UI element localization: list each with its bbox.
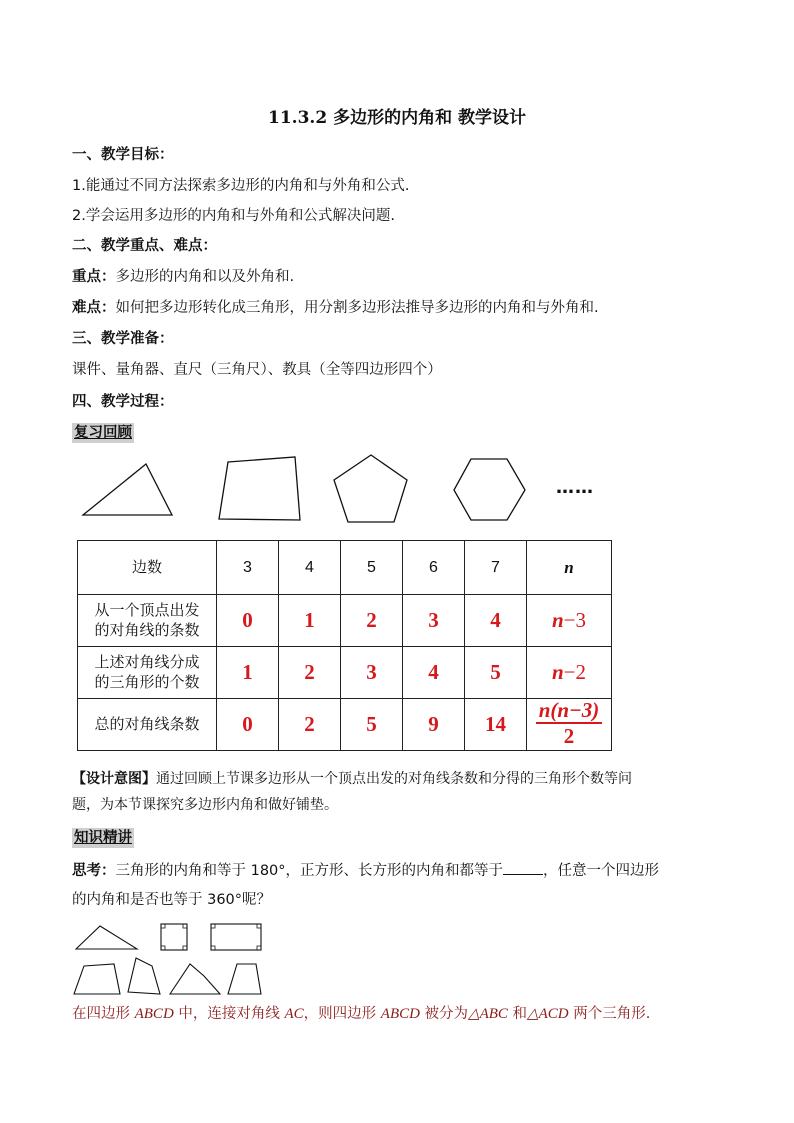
- table-cell: 2: [279, 699, 341, 751]
- think-text-2: ，任意一个四边形: [543, 863, 660, 879]
- goal-1: 1.能通过不同方法探索多边形的内角和与外角和公式.: [72, 178, 410, 194]
- note-text: ，则四边形: [303, 1006, 381, 1022]
- formula-cell: [527, 595, 612, 647]
- table-cell: 5: [465, 647, 527, 699]
- table-cell: 5: [341, 699, 403, 751]
- header-cell: 7: [465, 541, 527, 595]
- key-heading: 二、教学重点、难点：: [72, 238, 217, 254]
- row-label-line1: 从一个顶点出发: [94, 601, 200, 619]
- note-text: 两个三角形.: [568, 1006, 651, 1022]
- goals-heading: 一、教学目标：: [72, 147, 174, 163]
- table-cell: 4: [465, 595, 527, 647]
- table-cell: 1: [217, 647, 279, 699]
- table-row: [78, 595, 612, 647]
- note-variable: △ABC: [468, 1006, 508, 1022]
- process-heading: 四、教学过程：: [72, 394, 174, 410]
- table-cell: 14: [465, 699, 527, 751]
- row-label-line2: 的对角线的条数: [94, 621, 200, 639]
- think-label: 思考：: [72, 863, 116, 879]
- note-text: 中，连接对角线: [173, 1006, 285, 1022]
- header-cell: 5: [341, 541, 403, 595]
- difficulty-label: 难点：: [72, 300, 116, 316]
- knowledge-tag: 知识精讲: [74, 830, 132, 846]
- row-label-line1: 上述对角线分成: [94, 653, 200, 671]
- table-row: [78, 647, 612, 699]
- formula-cell: [527, 647, 612, 699]
- think-line-2: 的内角和是否也等于 360°呢？: [72, 892, 272, 908]
- answer-blank: [503, 860, 543, 875]
- quadrilateral-examples: [70, 918, 300, 1002]
- difficulty-point: [72, 298, 599, 318]
- diagonal-table: [77, 540, 612, 751]
- fraction: [536, 700, 603, 747]
- formula-rest: −2: [563, 660, 587, 684]
- trapezoid-figure: [228, 964, 261, 994]
- header-cell: 6: [403, 541, 465, 595]
- irregular-quadrilateral-1: [74, 964, 120, 994]
- note-variable: △ACD: [527, 1006, 569, 1022]
- table-cell: 9: [403, 699, 465, 751]
- table-cell: 3: [341, 647, 403, 699]
- goal-2: 2.学会运用多边形的内角和与外角和公式解决问题.: [72, 208, 395, 224]
- row-label: [78, 699, 217, 751]
- hexagon-figure: [454, 459, 525, 520]
- table-cell: 0: [217, 595, 279, 647]
- formula-variable: n: [551, 608, 564, 632]
- pentagon-figure: [334, 455, 407, 522]
- table-cell: 3: [403, 595, 465, 647]
- prep-text: 课件、量角器、直尺（三角尺）、教具（全等四边形四个）: [72, 362, 442, 378]
- quadrilateral-division-note: [72, 1004, 650, 1024]
- think-line-1: [72, 860, 659, 881]
- table-cell: 2: [279, 647, 341, 699]
- think-text-1: 三角形的内角和等于 180°，正方形、长方形的内角和都等于: [115, 863, 504, 879]
- table-cell: 4: [403, 647, 465, 699]
- quadrilateral-figures: [70, 918, 300, 998]
- key-point: [72, 267, 294, 287]
- header-label: 边数: [78, 541, 217, 595]
- note-variable: ABCD: [134, 1006, 174, 1022]
- formula-variable: n: [551, 660, 564, 684]
- table-row: [78, 699, 612, 751]
- note-variable: AC: [284, 1006, 304, 1022]
- design-intent-text-1: 通过回顾上节课多边形从一个顶点出发的对角线条数和分得的三角形个数等问: [156, 771, 632, 787]
- row-label: [78, 647, 217, 699]
- ellipsis: ……: [556, 477, 594, 498]
- note-text: 在四边形: [72, 1006, 135, 1022]
- review-tag: 复习回顾: [74, 425, 132, 441]
- note-text: 被分为: [419, 1006, 469, 1022]
- formula-rest: −3: [563, 608, 587, 632]
- polygon-row: [70, 450, 630, 530]
- difficulty-text: 如何把多边形转化成三角形，用分割多边形法推导多边形的内角和与外角和.: [115, 300, 599, 316]
- key-label: 重点：: [72, 269, 116, 285]
- design-intent-label: 【设计意图】: [72, 771, 156, 787]
- note-text: 和: [507, 1006, 528, 1022]
- formula-cell: [527, 699, 612, 751]
- design-intent: [72, 766, 722, 818]
- table-cell: 0: [217, 699, 279, 751]
- header-cell-n: n: [527, 541, 612, 595]
- quadrilateral-figure: [219, 457, 300, 520]
- row-label: [78, 595, 217, 647]
- small-rectangle-figure: [211, 924, 261, 950]
- table-header-row: [78, 541, 612, 595]
- note-variable: ABCD: [380, 1006, 420, 1022]
- table-cell: 2: [341, 595, 403, 647]
- prep-heading: 三、教学准备：: [72, 331, 174, 347]
- small-triangle-figure: [76, 926, 137, 949]
- design-intent-text-2: 题，为本节课探究多边形内角和做好铺垫。: [72, 797, 338, 813]
- irregular-quadrilateral-3: [170, 964, 220, 994]
- key-text: 多边形的内角和以及外角和.: [115, 269, 295, 285]
- header-cell: 3: [217, 541, 279, 595]
- row-label-line2: 的三角形的个数: [94, 673, 200, 691]
- fraction-numerator: n(n−3): [536, 700, 603, 724]
- polygon-figures: [70, 450, 630, 530]
- irregular-quadrilateral-2: [128, 958, 160, 994]
- fraction-denominator: 2: [563, 724, 575, 748]
- page-title: 11.3.2 多边形的内角和 教学设计: [268, 108, 526, 128]
- header-cell: 4: [279, 541, 341, 595]
- table-cell: 1: [279, 595, 341, 647]
- small-square-figure: [161, 924, 187, 950]
- row-label-line1: 总的对角线条数: [94, 715, 200, 733]
- triangle-figure: [83, 464, 172, 515]
